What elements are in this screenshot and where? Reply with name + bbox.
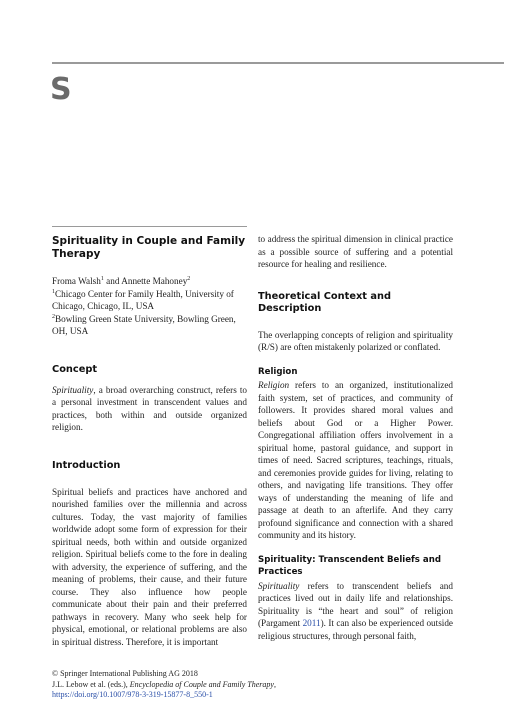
right-column xyxy=(258,233,453,642)
aff-1-sup: 1 xyxy=(52,288,55,295)
spirituality-body-2: ). It can also be experienced outside religious structures, through personal faith, xyxy=(258,618,453,641)
theory-heading: Theoretical Context and Description xyxy=(258,290,391,314)
religion-body: refers to an organized, institutionalized faith system, set of practices, and community of followers. It provides shared moral values and beliefs about God or a Higher Power. Congregational affiliation offers involvement in a spiritual home, pastoral guidance, and support in times of need. Sacred scriptures, teachings, rituals, and ceremonies provide guides for living, relating to others, and navigating life transitions. They offer ways of understanding the meaning of life and passage at death to an afterlife. And they carry profound significance and connection with a shared community and its history. xyxy=(258,380,453,540)
left-column xyxy=(52,226,247,648)
aff-2-text: Bowling Green State University, Bowling Green, OH, USA xyxy=(52,313,236,336)
top-rule xyxy=(52,62,504,64)
religion-heading: Religion xyxy=(258,366,298,377)
citation xyxy=(52,680,472,691)
concept-body: , a broad overarching construct, refers to a personal investment in transcendent values and practices, both within and outside organized religion. xyxy=(52,384,247,432)
author-1-sup: 1 xyxy=(100,275,104,282)
introduction-text: Spiritual beliefs and practices have anchored and nourished families over the millennia and across cultures. Today, the vast majority of families worldwide adopt some form of expression for their spiritual needs, both within and outside organized religion. Spiritual beliefs come to the fore in dealing with adversity, the experience of suffering, and the meaning of problems, their cause, and their future course. They also influence how people communicate about their pain and their preferred pathways in recovery. Many who seek help for physical, emotional, or relational problems are also in spiritual distress. Therefore, it is important xyxy=(52,486,247,647)
aff-1-text: Chicago Center for Family Health, University of Chicago, Chicago, IL, USA xyxy=(52,288,234,311)
intro-continued: to address the spiritual dimension in clinical practice as a possible source of suffering and a potential resource for healing and resilience. xyxy=(258,234,453,269)
citation-post: , xyxy=(273,679,276,689)
article-title: Spirituality in Couple and Family Therapy xyxy=(52,235,246,260)
concept-heading: Concept xyxy=(52,363,98,375)
citation-title: Encyclopedia of Couple and Family Therapy xyxy=(129,679,274,689)
spirituality-term: Spirituality xyxy=(258,580,300,591)
religion-term: Religion xyxy=(258,380,290,390)
authors xyxy=(52,275,247,288)
spirituality-heading: Spirituality: Transcendent Beliefs and Practices xyxy=(258,554,441,577)
spirituality-body-1: refers to transcendent beliefs and practices lived out in daily life and relationships. Spirituality is “the heart and soul” of religion (Pargament xyxy=(258,580,453,628)
citation-link[interactable]: 2011 xyxy=(302,618,321,628)
affiliation-1 xyxy=(52,288,247,313)
concept-term: Spirituality xyxy=(52,384,94,395)
theory-text: The overlapping concepts of religion and spirituality (R/S) are often mistakenly polarized or conflated. xyxy=(258,329,453,352)
concept-text xyxy=(52,384,247,434)
religion-text xyxy=(258,379,453,542)
author-1: Froma Walsh xyxy=(52,276,101,286)
doi-link[interactable]: https://doi.org/10.1007/978-3-319-15877-8_550-1 xyxy=(52,690,213,700)
author-2-sup: 2 xyxy=(187,275,191,282)
citation-pre: J.L. Lebow et al. (eds.), xyxy=(52,679,130,689)
author-join: and Annette Mahoney xyxy=(103,276,188,286)
title-rule xyxy=(52,226,247,227)
section-letter: S xyxy=(50,72,72,107)
affiliation-2 xyxy=(52,313,247,338)
introduction-heading: Introduction xyxy=(52,459,121,471)
copyright: © Springer International Publishing AG 2018 xyxy=(52,669,198,678)
spirituality-text xyxy=(258,580,453,643)
aff-2-sup: 2 xyxy=(52,313,55,320)
footer xyxy=(52,669,472,701)
